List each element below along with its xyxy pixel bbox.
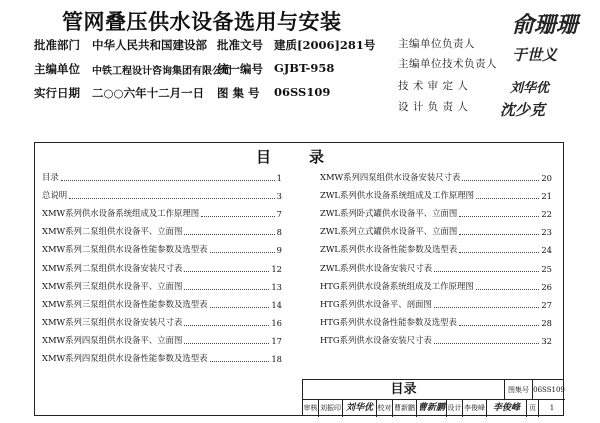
role-chief-unit: 主编单位负责人 (398, 38, 475, 50)
toc-entry-title: XMW系列四泵组供水设备性能参数及选型表 (42, 353, 208, 363)
toc-leader-dots (184, 342, 269, 344)
toc-entry-page: 20 (541, 173, 552, 183)
toc-entry-title: XMW系列三泵组供水设备安装尺寸表 (42, 316, 183, 327)
toc-entry-title: XMW系列三泵组供水设备性能参数及选型表 (42, 298, 208, 309)
toc-entry-title: ZWL系列立式罐供水设备平、立面图 (320, 226, 458, 237)
toc-entry-page: 18 (271, 354, 282, 364)
check-signature: 曹新鹏 (417, 400, 447, 417)
toc-leader-dots (434, 342, 540, 344)
signature-tech-reviewer: 刘华优 (510, 81, 550, 96)
toc-entry (42, 352, 282, 364)
toc-entry-page: 32 (541, 335, 552, 346)
toc-leader-dots (459, 324, 539, 326)
toc-entry-title: XMW系列三泵组供水设备平、立面图 (42, 280, 183, 291)
toc-entry-page: 16 (271, 317, 282, 328)
toc-entry (42, 207, 282, 219)
toc-leader-dots (459, 251, 539, 253)
toc-entry-title: ZWL系列供水设备系统组成及工作原理图 (320, 190, 474, 201)
toc-leader-dots (61, 179, 275, 181)
toc-entry-page: 13 (271, 281, 282, 292)
title-block-atlas-no: 06SS109 (533, 380, 565, 400)
toc-entry (320, 298, 552, 310)
toc-leader-dots (201, 215, 275, 217)
toc-leader-dots (184, 288, 269, 290)
toc-entry-page: 9 (276, 245, 282, 256)
toc-leader-dots (459, 233, 539, 235)
toc-entry-page: 26 (541, 281, 552, 292)
toc-leader-dots (476, 288, 540, 290)
date-label: 实行日期 (34, 86, 80, 100)
design-name: 李俊峰 (463, 400, 487, 417)
toc-entry (42, 316, 282, 328)
toc-entry-title: HTG系列供水设备平、剖面图 (320, 298, 432, 309)
toc-entry-page: 14 (271, 299, 282, 310)
toc-entry-title: HTG系列供水设备性能参数及选型表 (320, 316, 457, 327)
unified-no-label: 统一编号 (217, 62, 263, 76)
toc-entry-page: 7 (276, 209, 282, 220)
toc-entry (320, 316, 552, 328)
toc-entry-title: XMW系列二泵组供水设备平、立面图 (42, 226, 183, 237)
title-block-signoff-row (303, 400, 565, 417)
approve-doc-label: 批准文号 (217, 38, 263, 52)
toc-leader-dots (184, 233, 274, 235)
role-design-lead: 设 计 负 责 人 (398, 101, 469, 113)
toc-entry-title: XMW系列供水设备系统组成及工作原理图 (42, 208, 200, 219)
effective-date: 二○○六年十二月一日 (92, 86, 205, 100)
toc-entry-page: 23 (541, 227, 552, 238)
toc-entry (42, 298, 282, 310)
toc-leader-dots (210, 360, 270, 362)
toc-entry-title: XMW系列四泵组供水设备安装尺寸表 (320, 172, 461, 182)
toc-entry (320, 243, 552, 255)
document-title: 管网叠压供水设备选用与安装 (62, 10, 342, 34)
toc-entry-title: ZWL系列供水设备安装尺寸表 (320, 262, 433, 273)
toc-entry-title: ZWL系列供水设备性能参数及选型表 (320, 244, 458, 255)
signature-chief-unit: 俞珊珊 (512, 12, 579, 38)
approve-dept-label: 批准部门 (34, 38, 80, 52)
page-no: 1 (549, 404, 555, 412)
toc-entry-page: 24 (541, 245, 552, 256)
toc-entry (42, 171, 282, 183)
toc-entry (42, 280, 282, 292)
review-signature: 刘华优 (343, 400, 377, 417)
editor-label: 主编单位 (34, 62, 80, 76)
toc-entry (42, 225, 282, 237)
signature-design-lead: 沈少克 (500, 101, 546, 119)
toc-entry-title: 目录 (42, 172, 59, 182)
toc-leader-dots (462, 179, 539, 181)
toc-leader-dots (434, 306, 540, 308)
toc-entry-title: ZWL系列卧式罐供水设备平、立面图 (320, 208, 458, 219)
toc-entry-page: 21 (541, 191, 552, 202)
toc-leader-dots (184, 324, 269, 326)
toc-leader-dots (184, 270, 269, 272)
toc-entry-page: 8 (276, 227, 282, 238)
toc-entry-title: XMW系列二泵组供水设备安装尺寸表 (42, 262, 183, 273)
toc-leader-dots (434, 270, 539, 272)
check-label: 校对 (377, 400, 393, 417)
toc-entry-page: 17 (271, 335, 282, 346)
review-name: 刘振印 (319, 400, 343, 417)
toc-entry-page: 27 (541, 299, 552, 310)
toc-entry-page: 1 (276, 173, 282, 183)
role-tech-reviewer: 技 术 审 定 人 (398, 80, 469, 92)
design-label: 设计 (447, 400, 463, 417)
atlas-no: 06SS109 (274, 85, 331, 99)
toc-entry-title: XMW系列二泵组供水设备性能参数及选型表 (42, 244, 208, 255)
toc-leader-dots (210, 306, 270, 308)
title-block-title: 目录 (303, 380, 505, 400)
toc-entry-page: 28 (541, 317, 552, 328)
toc-entry (42, 334, 282, 346)
toc-entry (320, 171, 552, 183)
toc-entry-title: HTG系列供水设备系统组成及工作原理图 (320, 280, 474, 291)
toc-entry-page: 3 (276, 191, 282, 202)
toc-leader-dots (476, 197, 539, 199)
title-block-atlas-label: 图集号 (505, 380, 533, 400)
toc-entry-page: 25 (541, 263, 552, 274)
design-signature: 李俊峰 (487, 400, 527, 417)
toc-entry (320, 207, 552, 219)
toc-entry (42, 262, 282, 274)
approve-doc: 建质[2006]281号 (274, 38, 376, 52)
toc-leader-dots (459, 215, 539, 217)
unified-no: GJBT-958 (274, 61, 335, 75)
toc-entry (320, 262, 552, 274)
toc-entry-page: 12 (271, 263, 282, 274)
toc-entry-title: XMW系列四泵组供水设备平、立面图 (42, 334, 183, 345)
toc-entry (320, 280, 552, 292)
role-chief-tech: 主编单位技术负责人 (398, 58, 497, 70)
toc-heading: 目录 (256, 148, 363, 166)
toc-entry-title: 总说明 (42, 190, 68, 201)
toc-entry-title: HTG系列供水设备安装尺寸表 (320, 334, 432, 345)
atlas-label: 图 集 号 (217, 86, 260, 100)
signature-chief-tech: 于世义 (512, 46, 558, 64)
toc-entry (42, 243, 282, 255)
toc-entry (320, 225, 552, 237)
toc-leader-dots (69, 197, 275, 199)
check-name: 曹新鹏 (393, 400, 417, 417)
toc-entry (320, 189, 552, 201)
approve-dept: 中华人民共和国建设部 (92, 38, 207, 52)
toc-leader-dots (210, 251, 275, 253)
title-block (302, 379, 564, 416)
page-label: 页 (527, 400, 539, 417)
review-label: 审核 (303, 400, 319, 417)
toc-entry (42, 189, 282, 201)
toc-entry-page: 22 (541, 209, 552, 220)
editor-unit: 中铁工程设计咨询集团有限公司 (92, 66, 232, 77)
toc-entry (320, 334, 552, 346)
